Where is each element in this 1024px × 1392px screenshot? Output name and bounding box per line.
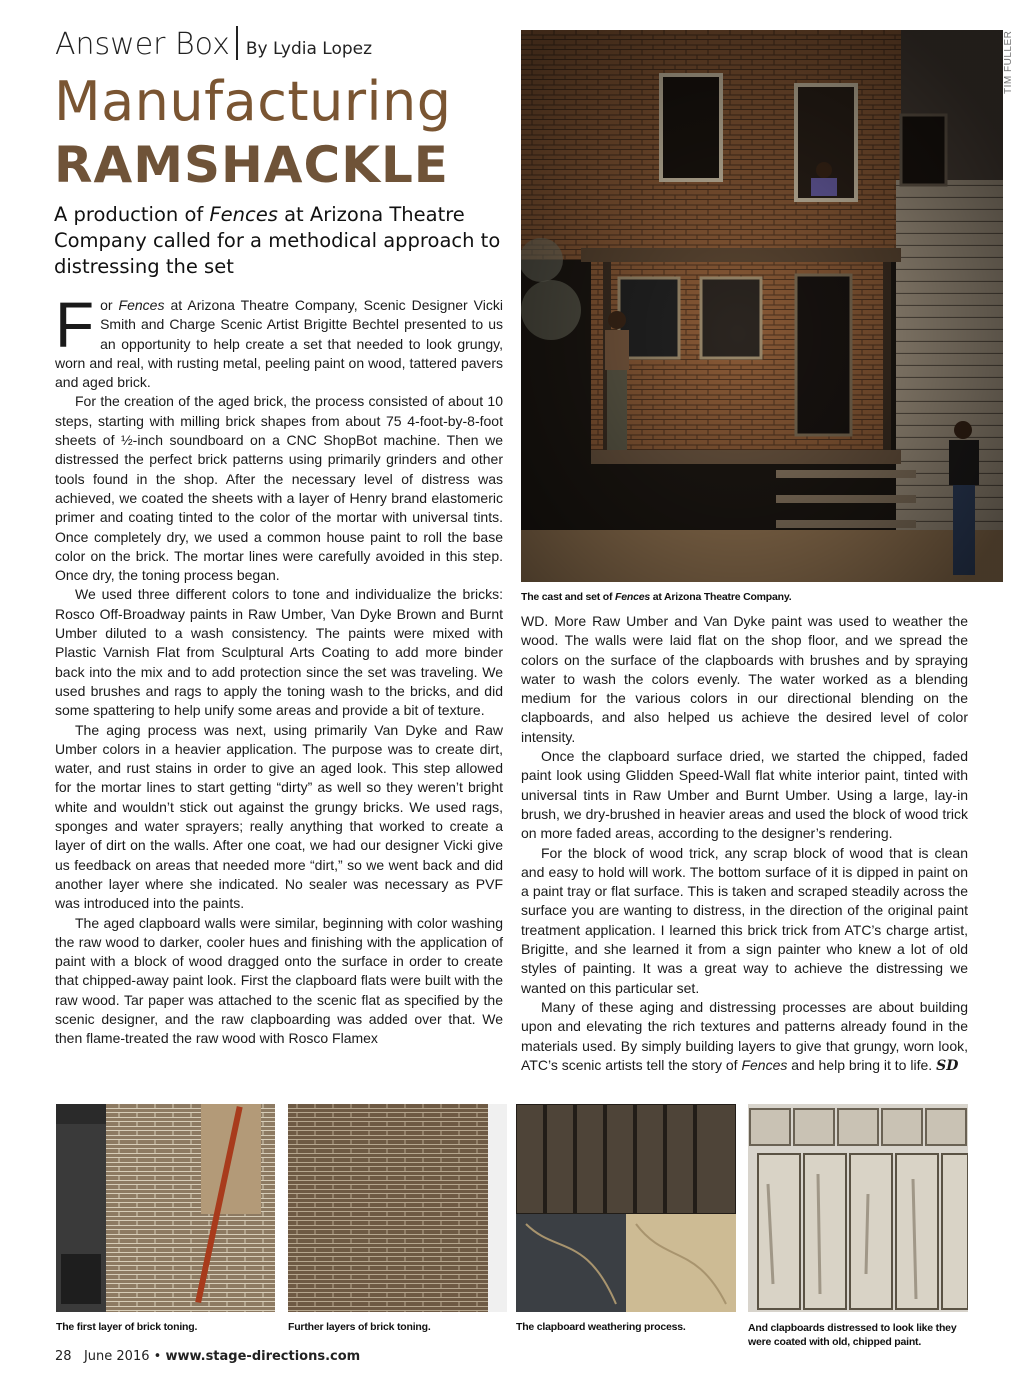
- paragraph-4: The aging process was next, using primarily Van Dyke and Raw Umber colors in a heavier application. The purpose was to create dirt, water, and rust stains in order to give an aged look. This step allowed for the mortar lines to start getting “dirty” as well so they weren’t bright white and wouldn’t stick out against the grungy bricks. We used rags, sponges and water sprayers; really anything that worked to create a layer of dirt on the walls. After one coat, we had our designer Vicki give us feedback on areas that needed more “dirt,” so we went back and did another layer where she indicated. No sealer was necessary as PVF was introduced into the paints.: [55, 721, 503, 912]
- paragraph-9-text-a: Many of these aging and distressing processes are about building upon and elevating the rich textures and patterns already found in the materials used. By simply building layers to give that grungy, worn look, ATC’s scenic artists tell the story of: [521, 998, 968, 1073]
- photo-brick-toning-further: [288, 1104, 507, 1312]
- paragraph-2: For the creation of the aged brick, the process consisted of about 10 steps, starting with milling brick shapes from about 75 4-foot-by-8-foot sheets of ½-inch soundboard on a CNC ShopBot machine. Then we distressed the perfect brick patterns using primarily grinders and other tools found in the shop. After the necessary level of distress was achieved, we coated the sheets with a layer of Henry brand elastomeric primer and coating tinted to the color of the mortar with universal tints. Once completely dry, we used a common house paint to roll the base color on the brick. The mortar lines were carefully avoided in this step. Once dry, the toning process began.: [55, 393, 503, 584]
- caption-italic: Fences: [615, 591, 651, 603]
- page-number: 28: [55, 1349, 72, 1364]
- end-mark-logo: SD: [936, 1057, 959, 1074]
- caption-text-b: at Arizona Theatre Company.: [650, 591, 792, 603]
- thumbnail-caption-3: The clapboard weathering process.: [516, 1321, 686, 1333]
- headline-line-2: RAMSHACKLE: [54, 136, 449, 194]
- clapboard-distressed-image: [748, 1104, 968, 1312]
- clapboard-weathering-image: [516, 1104, 736, 1312]
- department-label: [55, 26, 372, 62]
- photo-clapboard-distressed: [748, 1104, 968, 1312]
- thumbnail-caption-1: The first layer of brick toning.: [56, 1321, 198, 1333]
- footer-bullet: •: [153, 1349, 162, 1364]
- paragraph-9-italic: Fences: [741, 1056, 788, 1073]
- header-divider: [236, 26, 238, 60]
- website-url[interactable]: www.stage-directions.com: [165, 1349, 361, 1364]
- deck-text-b: at Arizona Theatre Company called for a methodical approach to distressing the set: [54, 203, 501, 278]
- paragraph-6: WD. More Raw Umber and Van Dyke paint was used to weather the wood. The walls were laid flat on the shop floor, and we spread the colors on the surface of the clapboards with brushes and by spraying water to wash the colors evenly. The water worked as a blending medium for the various colors in our directional blending on the clapboards, and also helped us achieve the desired level of color intensity.: [521, 613, 968, 745]
- article-column-1: [55, 289, 503, 1049]
- stage-set-illustration: [521, 30, 1003, 582]
- paragraph-1-italic: Fences: [118, 297, 165, 313]
- deck-italic-title: Fences: [209, 203, 278, 226]
- photo-credit-text: TIM FULLER: [1003, 30, 1014, 94]
- main-photo-caption: [521, 591, 791, 603]
- brick-toning-image: [56, 1104, 275, 1312]
- paragraph-9: [521, 998, 968, 1076]
- deck-text-a: A production of: [54, 203, 210, 226]
- paragraph-8: For the block of wood trick, any scrap block of wood that is clean and easy to hold will work. The bottom surface of it is dipped in paint on a paint tray or flat surface. This is taken and scraped steadily across the surface you are wanting to distress, in the direction of the original paint treatment application. I learned this brick trick from ATC’s charge artist, Brigitte, and she learned it from a sign painter who knew a lot of old styles of painting. It was a great way to achieve the distressing we wanted on this particular set.: [521, 844, 968, 996]
- article-column-2: [521, 612, 968, 1076]
- photo-credit: [1003, 30, 1021, 114]
- paragraph-1-text-a: or: [100, 297, 119, 313]
- department-name: Answer Box: [55, 27, 230, 62]
- paragraph-3: We used three different colors to tone and individualize the bricks: Rosco Off-Broadway paints in Raw Umber, Van Dyke Brown and Burnt Umber diluted to a wash consistency. The paints were mixed with Plastic Varnish Flat from Sculptural Arts Coating to add more binder back into the mix and to add protection since the set was traveling. We used brushes and rags to apply the toning wash to the bricks, and did some spattering to help unify some areas and provide a bit of texture.: [55, 586, 503, 719]
- brick-toning-further-image: [288, 1104, 507, 1312]
- thumbnail-caption-4: And clapboards distressed to look like they were coated with old, chipped paint.: [748, 1322, 957, 1348]
- paragraph-7: Once the clapboard surface dried, we started the chipped, faded paint look using Glidden Speed-Wall flat white interior paint, tinted with universal tints in Raw Umber and Burnt Umber. Using a large, lay-in brush, we dry-brushed in heavier areas and used the block of wood trick on more faded areas, according to the designer’s rendering.: [521, 748, 968, 842]
- byline: By Lydia Lopez: [245, 39, 373, 59]
- issue-date: June 2016: [83, 1349, 150, 1364]
- main-photo: [521, 30, 1003, 582]
- paragraph-1-text-b: at Arizona Theatre Company, Scenic Designer Vicki Smith and Charge Scenic Artist Brigitte Bechtel presented to us an opportunity to help create a set that needed to look grungy, worn and real, with rusting metal, peeling paint on wood, tattered pavers and aged brick.: [55, 297, 503, 391]
- thumbnail-caption-2: Further layers of brick toning.: [288, 1321, 431, 1333]
- page-footer: [55, 1349, 360, 1364]
- deck: [54, 202, 514, 280]
- drop-cap: F: [55, 289, 95, 361]
- headline-line-1: Manufacturing: [54, 70, 452, 133]
- photo-clapboard-weathering: [516, 1104, 736, 1312]
- photo-brick-toning-first: [56, 1104, 275, 1312]
- paragraph-9-text-b: and help bring it to life.: [787, 1056, 933, 1073]
- paragraph-1: [55, 289, 503, 392]
- caption-text-a: The cast and set of: [521, 591, 616, 603]
- paragraph-5: The aged clapboard walls were similar, beginning with color washing the raw wood to darker, cooler hues and finishing with the application of paint with a block of wood dragged onto the surface in order to create that chipped-away paint look. First the clapboard flats were built with the raw wood. Tar paper was attached to the scenic flat as specified by the scenic designer, and the raw clapboarding was added over that. We then flame-treated the raw wood with Rosco Flamex: [55, 914, 503, 1047]
